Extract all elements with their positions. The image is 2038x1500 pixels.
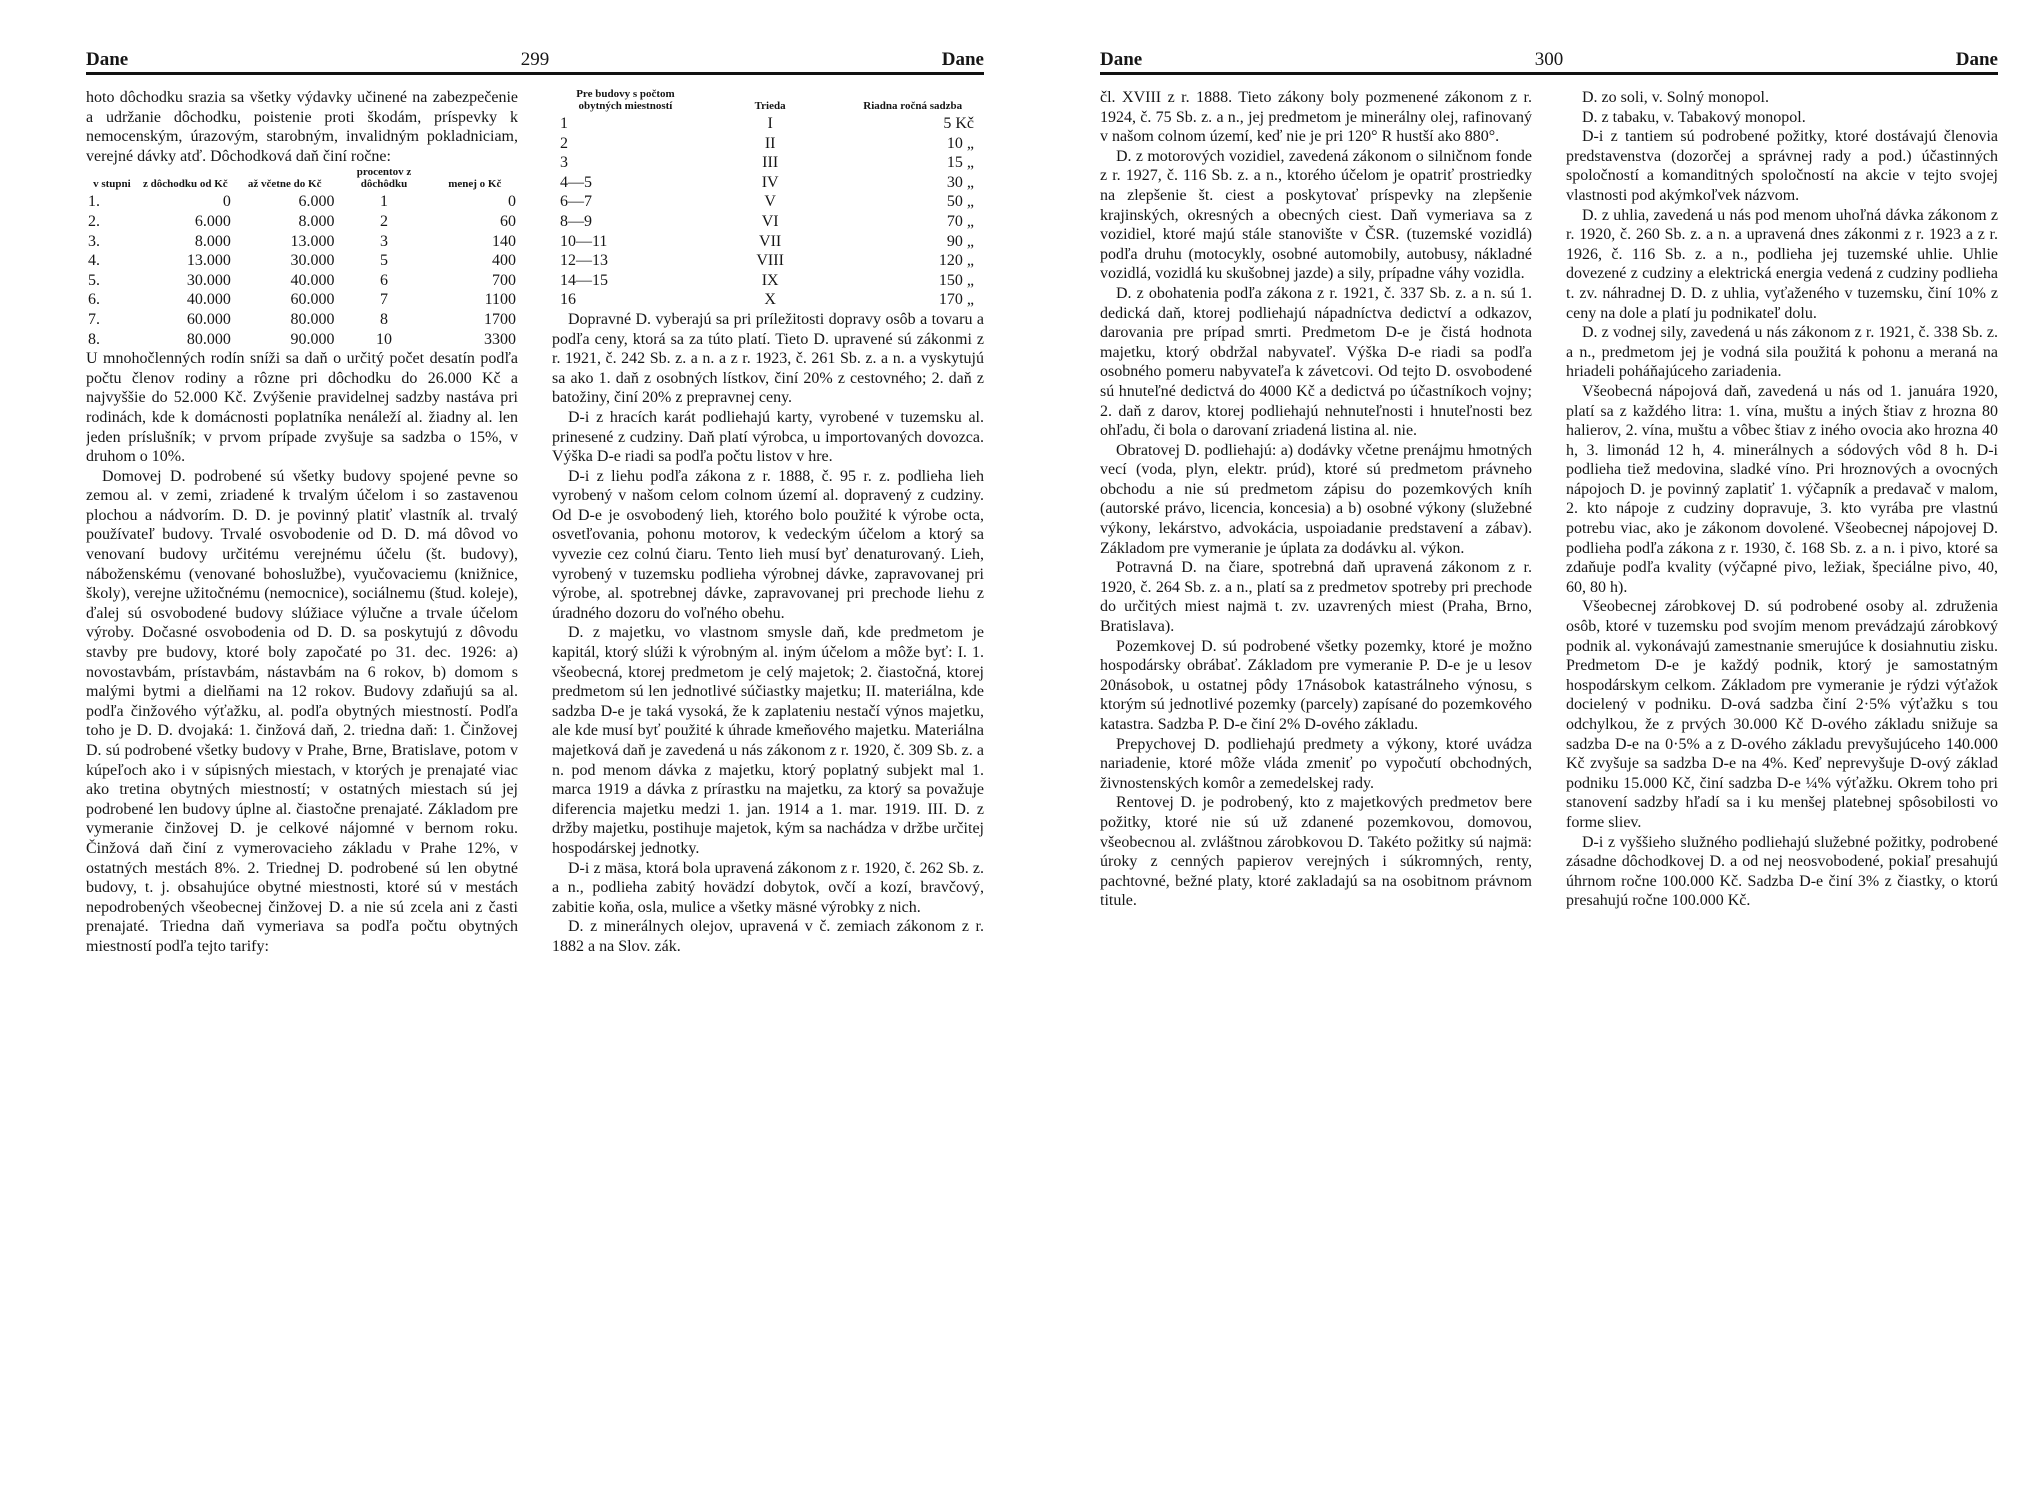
table-cell: 70 „	[946, 212, 974, 230]
table-header-row	[552, 88, 984, 114]
table-cell: 4—5	[560, 173, 592, 191]
left-page-header	[86, 48, 984, 75]
table-row	[552, 212, 984, 232]
table-row	[86, 251, 518, 271]
right-page-column-2	[1566, 88, 1998, 1468]
table-row	[86, 330, 518, 350]
table-cell: X	[764, 291, 776, 309]
table-cell: 30.000	[186, 271, 231, 289]
table-cell: VI	[761, 212, 779, 230]
paragraph: D. z vodnej sily, zavedená u nás zákonom z r. 1921, č. 338 Sb. z. a n., predmetom jej je vodná sila použitá k pohonu a meraná na hriadeli poháňajúceho zariadenia.	[1566, 324, 1998, 381]
table-row	[552, 173, 984, 193]
table-cell: 7.	[88, 310, 100, 328]
running-head-right: Dane	[941, 49, 984, 70]
table-row	[86, 232, 518, 252]
column-header: z dôchodku od Kč	[143, 178, 228, 191]
table-cell: 5	[380, 252, 389, 270]
table-cell: 1	[380, 193, 389, 211]
table-row	[552, 114, 984, 134]
table-row	[86, 212, 518, 232]
paragraph: D. z uhlia, zavedená u nás pod menom uhoľná dávka zákonom z r. 1920, č. 260 Sb. z. a n. a upravená dnes zákonmi z r. 1923 a z r. 1926, č. 116 Sb. z. a n., podlieha jej tuzemské uhlie. Uhlie dovezené z cudziny a elektrická energia vedená z cudziny podlieha t. zv. náhradnej D. D. z uhlia, vyťaženého v tuzemsku, činí 10% z ceny na dole a platí ju podnikateľ dolu.	[1566, 206, 1998, 322]
table-row	[552, 271, 984, 291]
table-cell: 80.000	[186, 330, 231, 348]
paragraph: Obratovej D. podliehajú: a) dodávky včetne prenájmu hmotných vecí (voda, plyn, elektr. prúd), ktoré sú predmetom právneho obchodu a nie sú predmetom zápisu do pozemkových kníh (autorské právo, licencia, koncesia) a b) osobné výkony (služebné výkony, lekárstvo, advokácia, uspoiadanie predstavení a zábav). Základom pre vymeranie je úplata za dodávku al. výkon.	[1100, 441, 1532, 557]
paragraph: D-i z tantiem sú podrobené požitky, ktoré dostávajú členovia predstavenstva (dozorčej a správnej rady a pod.) účastinných spoločností a komanditných spoločností na akcie v tejto svojej vlastnosti pod akýmkoľvek názvom.	[1566, 128, 1998, 204]
paragraph: Pozemkovej D. sú podrobené všetky pozemky, ktoré je možno hospodársky obrábať. Základom pre vymeranie P. D-e je u lesov 20násobok, u ostatnej pôdy 17násobok katastrálneho výnosu, s ktorým sú jednotlivé pozemky (parcely) zapísané do pozemkového katastra. Sadzba P. D-e činí 2% D-ového základu.	[1100, 637, 1532, 733]
column-header: procentov z dôchôdku	[356, 166, 412, 191]
table-row	[86, 271, 518, 291]
table-cell: I	[767, 115, 773, 132]
table-row	[552, 192, 984, 212]
table-cell: 2	[380, 212, 389, 230]
table-cell: 0	[508, 193, 516, 211]
table-cell: 60.000	[186, 310, 231, 328]
table-cell: 700	[492, 271, 516, 289]
table-cell: 4.	[88, 252, 100, 270]
column-header: až včetne do Kč	[247, 178, 322, 191]
running-head-right: Dane	[1955, 49, 1998, 70]
paragraph: Domovej D. podrobené sú všetky budovy spojené pevne so zemou al. v zemi, zriadené k trvalým účelom i so zastavenou plochou a nádvorím. D. D. je povinný platiť vlastník al. trvalý používateľ budovy. Trvalé osvobodenie od D. D. má dôvod vo venovaní budovy určitému verejnému účelu (št. budovy), náboženskému (venované bohoslužbe), vyučovaciemu (knižnice, školy), verejne užitočnému (nemocnice), sociálnemu (štud. koleje), ďalej sú osvobodené budovy slúžiace výlučne a trvale účelom výroby. Dočasné osvobodenia od D. D. sa poskytujú z dôvodu stavby pre budovy, ktoré boly započaté po 31. dec. 1926: a) novostavbám, prístavbám, nástavbám na 6 rokov, b) domom s malými bytmi a dielňami na 12 rokov. Budovy zdaňujú sa al. podľa činžového výťažku, al. podľa obytných miestností. Podľa toho je D. D. dvojaká: 1. činžová daň, 2. triedna daň: 1. Činžovej D. sú podrobené všetky budovy v Prahe, Brne, Bratislave, potom v kúpeľoch ako i v súpisných miestach, v ktorých je prenajaté viac ako tretina obytných miestností; v ostatných miestach sú jej podrobené len budovy úplne al. čiastočne prenajaté. Základom pre vymeranie činžovej D. je celkové nájomné v bernom roku. Činžová daň činí z vymerovacieho základu v Prahe 12%, v ostatných mestách 8%. 2. Triednej D. podrobené sú len obytné budovy, t. j. obsahujúce obytné miestnosti, ktoré sú v mestách nepodrobených všeobecnej činžovej D. a nie sú zcela ani z časti prenajaté. Triedna daň vymeriava sa podľa počtu obytných miestností podľa tejto tarify:	[86, 467, 518, 955]
right-page-column-1	[1100, 88, 1532, 1468]
class-tax-table	[552, 88, 984, 310]
paragraph: D. z minerálnych olejov, upravená v č. zemiach zákonom z r. 1882 a na Slov. zák.	[552, 918, 984, 955]
table-header-row	[86, 166, 518, 192]
table-cell: 6.	[88, 291, 100, 309]
column-header: Riadna ročná sadzba	[863, 100, 963, 112]
table-cell: 1.	[88, 193, 100, 211]
table-cell: 120 „	[938, 252, 974, 270]
table-cell: 16	[560, 291, 576, 309]
paragraph: D-i z mäsa, ktorá bola upravená zákonom z r. 1920, č. 262 Sb. z. a n., podlieha zabitý hovädzí dobytok, ovčí a kozí, bravčový, zabitie koňa, osla, mulice a všetky mäsné výrobky z nich.	[552, 859, 984, 916]
column-header: menej o Kč	[448, 178, 502, 191]
table-cell: 10	[376, 330, 393, 348]
paragraph: Rentovej D. je podrobený, kto z majetkových predmetov bere požitky, ktoré nie sú už zdanené pozemkovou, domovou, všeobecnou al. zvláštnou zárobkovou D. Takéto požitky sú najmä: úroky z cenných papierov verejných i súkromných, renty, pachtovné, bežné platy, ktoré zakladajú sa na osobitnom právnom titule.	[1100, 794, 1532, 910]
paragraph: Všeobecnej zárobkovej D. sú podrobené osoby al. združenia osôb, ktoré v tuzemsku pod svojím menom prevádzajú zárobkový podnik al. vykonávajú zamestnanie smerujúce k dosiahnutiu zisku. Predmetom D-e je každý podnik, ktorý je samostatným hospodárskym celkom. Základom pre vymeranie je rýdzi výťažok docielený v podniku. D-ová sadzba činí 2·5% výťažku s tou odchylkou, že z prvých 30.000 Kč D-ového základu snižuje sa sadzba D-e na 0·5% a z D-ového základu prevyšujúceho 140.000 Kč zvyšuje sa sadzba D-e na 4%. Keď neprevyšuje D-ový základ podniku 15.000 Kč, činí sadzba D-e ¼% výťažku. Okrem toho pri stanovení sadzby hľadí sa i ku menšej platebnej spôsobilosti vo forme sliev.	[1566, 598, 1998, 831]
table-cell: 7	[380, 291, 389, 309]
paragraph: D-i z vyššieho služného podliehajú služebné požitky, podrobené zásadne dôchodkovej D. a od nej neosvobodené, pokiaľ presahujú úhrnom ročne 100.000 Kč. Sadzba D-e činí 3% z čiastky, o ktorú presahujú ročne 100.000 Kč.	[1566, 833, 1998, 910]
table-cell: 30 „	[946, 173, 974, 191]
table-cell: 80.000	[290, 310, 335, 328]
paragraph: Dopravné D. vyberajú sa pri príležitosti dopravy osôb a tovaru a podľa ceny, ktorá sa za túto platí. Tieto D. upravené sú zákonmi z r. 1921, č. 242 Sb. z. a n. a z r. 1923, č. 261 Sb. z. a n. a vyskytujú sa ako 1. daň z osobných lístkov, činí 20% z cestovného; 2. daň z batožiny, činí 20% z prepravnej ceny.	[552, 310, 984, 407]
table-cell: III	[762, 154, 779, 172]
income-tax-table	[86, 166, 518, 349]
table-cell: VII	[759, 232, 782, 250]
paragraph: Prepychovej D. podliehajú predmety a výkony, ktoré uvádza nariadenie, ktoré môže vláda zmeniť po vypočutí obchodných, živnostenských komôr a zemedelskej rady.	[1100, 735, 1532, 792]
table-cell: 40.000	[290, 271, 335, 289]
paragraph: D. z obohatenia podľa zákona z r. 1921, č. 337 Sb. z. a n. sú 1. dedická daň, ktorej podliehajú nápadníctva dedictví a odkazov, darovania pre prípad smrti. Predmetom D-e je čistá hodnota majetku, ktorý obdržal nabyvateľ. Výška D-e riadi sa podľa osobného pomeru nabyvateľa k závetcovi. Od tejto D. osvobodené sú hnuteľné dedictvá do 4000 Kč a dedictvá po účastníkoch vojny; 2. daň z darov, ktorej podliehajú nehnuteľnosti i hnuteľnosti bez ohľadu, či bola o darovaní zriadená listina al. nie.	[1100, 284, 1532, 440]
table-cell: 5 Kč	[943, 115, 974, 132]
table-cell: 60.000	[290, 291, 335, 309]
table-row	[552, 134, 984, 154]
table-cell: 1100	[484, 291, 516, 309]
table-cell: 13.000	[186, 252, 231, 270]
column-header: v stupni	[93, 178, 131, 191]
paragraph: D-i z liehu podľa zákona z r. 1888, č. 95 r. z. podlieha lieh vyrobený v našom celom colnom území al. dopravený z cudziny. Od D-e je osvobodený lieh, ktorého bolo použité k výrobe octa, osvetľovania, pohonu motorov, k vedeckým účelom a ktorý sa vyvezie cez colnú čiaru. Tento lieh musí byť denaturovaný. Lieh, vyrobený v tuzemsku podlieha výrobnej dávke, zapravovanej pri výrobe, al. spotrebnej dávke, zapravovanej pri prechode liehu z úradného dozoru do voľného obehu.	[552, 467, 984, 622]
running-head-left: Dane	[86, 49, 129, 70]
table-row	[552, 290, 984, 310]
left-page-column-1	[86, 88, 518, 1468]
table-cell: 90 „	[946, 232, 974, 250]
column-header: Pre budovy s počtom obytných miestností	[576, 88, 675, 112]
paragraph: čl. XVIII z r. 1888. Tieto zákony boly pozmenené zákonom z r. 1924, č. 75 Sb. z. a n., jej predmetom je minerálny olej, rafinovaný v našom colnom území, keď nie je pri 120° R hustší ako 880°.	[1100, 89, 1532, 146]
right-page	[1100, 48, 1998, 1468]
table-cell: 2	[560, 134, 568, 152]
table-row	[552, 153, 984, 173]
running-head-left: Dane	[1100, 49, 1143, 70]
table-cell: 3	[380, 232, 389, 250]
paragraph: hoto dôchodku srazia sa všetky výdavky učinené na zabezpečenie a udržanie dôchodku, poistenie proti škodám, príspevky k nemocenským, úrazovým, starobným, invalidným pokladniciam, verejné dávky atď. Dôchodková daň činí ročne:	[86, 89, 518, 165]
table-row	[86, 310, 518, 330]
table-cell: 5.	[88, 271, 100, 289]
table-cell: 0	[222, 193, 231, 211]
table-cell: 14—15	[560, 271, 608, 289]
table-cell: IV	[761, 173, 779, 191]
page-number: 299	[520, 49, 550, 70]
table-cell: 8.000	[298, 212, 335, 230]
paragraph: D. z majetku, vo vlastnom smysle daň, kde predmetom je kapitál, ktorý slúži k výrobným al. iným účelom a môže byť: I. 1. všeobecná, ktorej predmetom je celý majetok; 2. čiastočná, ktorej predmetom sú len jednotlivé súčiastky majetku; II. materiálna, kde sadzba D-e je taká vysoká, že k zaplateniu nestačí výnos majetku, ale kde musí byť použité k úhrade kmeňového majetku. Materiálna majetková daň je zavedená u nás zákonom z r. 1920, č. 309 Sb. z. a n. pod menom dávka z majetku, ktorý poplatný subjekt mal 1. marca 1919 a dávka z prírastku na majetku, za ktorý sa považuje diferencia majetku medzi 1. jan. 1914 a 1. mar. 1919. III. D. z držby majetku, postihuje majetok, kým sa nachádza v držbe určitej hospodárskej jednotky.	[552, 624, 984, 857]
table-cell: 6.000	[298, 193, 335, 211]
table-cell: 6	[380, 271, 389, 289]
table-cell: 3.	[88, 232, 100, 250]
table-cell: 1	[560, 115, 568, 132]
table-cell: 15 „	[946, 154, 974, 172]
table-cell: II	[764, 134, 776, 152]
table-cell: 8—9	[560, 212, 592, 230]
left-page-column-2	[552, 88, 984, 1468]
table-cell: 6—7	[560, 193, 592, 211]
table-cell: 60	[500, 212, 516, 230]
table-cell: 13.000	[290, 232, 335, 250]
table-cell: 3	[560, 154, 568, 172]
table-row	[86, 290, 518, 310]
table-cell: VIII	[756, 252, 784, 270]
table-cell: 140	[492, 232, 516, 250]
table-cell: 2.	[88, 212, 100, 230]
paragraph: D. z tabaku, v. Tabakový monopol.	[1582, 108, 1806, 126]
table-cell: 12—13	[560, 252, 608, 270]
paragraph: Potravná D. na čiare, spotrebná daň upravená zákonom z r. 1920, č. 264 Sb. z. a n., platí sa z predmetov spotreby pri prechode do určitých miest najmä t. zv. uzavrených miest (Praha, Brno, Bratislava).	[1100, 559, 1532, 636]
paragraph: D. z motorových vozidiel, zavedená zákonom o silničnom fonde z r. 1927, č. 116 Sb. z. a n., ktorého účelom je opatriť prostriedky na zlepšenie št. ciest a poskytovať príspevky na zlepšenie krajinských, okresných a obecných ciest. Daň vymeriava sa z vozidiel, ktoré majú stále stanovište v ČSR. (tuzemské vozidlá) podľa druhu (motocykly, osobné automobily, autobusy, nákladné vozidlá, vozidlá ku skušobnej jazde) a sily, prípadne váhy vozidla.	[1100, 147, 1532, 283]
table-cell: 3300	[484, 330, 516, 348]
table-cell: 150 „	[938, 271, 974, 289]
table-cell: 90.000	[290, 330, 335, 348]
table-cell: 10—11	[560, 232, 608, 250]
table-cell: IX	[761, 271, 779, 289]
paragraph: Všeobecná nápojová daň, zavedená u nás od 1. januára 1920, platí sa z každého litra: 1. vína, muštu a iných štiav z hrozna 80 halierov, 2. vína, muštu a vôbec štiav z iného ovocia ako hrozna 40 h, 3. limonád 12 h, 4. minerálnych a sódových vôd 8 h. D-i podlieha tiež medovina, sladké víno. Pri hroznových a ovocných nápojoch D. je povinný zaplatiť 1. výčapník a predavač v malom, 2. kto nápoje z cudziny dopravuje, 3. kto vyrába pre vlastnú potrebu viac, ako je zákonom dovolené. Všeobecnej nápojovej D. podlieha podľa zákona z r. 1930, č. 168 Sb. z. a n. i pivo, ktoré sa zdaňuje podľa kvality (výčapné pivo, ležiak, špeciálne pivo, 40, 60, 80 h).	[1566, 382, 1998, 596]
right-page-header	[1100, 48, 1998, 75]
table-cell: 170 „	[938, 291, 974, 309]
table-cell: 400	[492, 252, 516, 270]
table-cell: 50 „	[946, 193, 974, 211]
table-row	[552, 232, 984, 252]
table-cell: 8	[380, 310, 389, 328]
table-cell: 40.000	[186, 291, 231, 309]
paragraph: U mnohočlenných rodín sníži sa daň o určitý počet desatín podľa počtu členov rodiny a rôzne pri dôchodku do 26.000 Kč a najvyššie do 52.000 Kč. Zvýšenie pravidelnej sadzby nastáva pri rodinách, kde k domácnosti poplatníka nenáleží al. žiadny al. len jeden príslušník; v prvom prípade zvyšuje sa sadzba o 15%, v druhom o 10%.	[86, 350, 518, 466]
table-cell: 8.	[88, 330, 100, 348]
table-cell: 6.000	[194, 212, 231, 230]
column-header: Trieda	[754, 100, 786, 112]
right-page-columns	[1100, 88, 1998, 1468]
table-cell: 1700	[484, 310, 516, 328]
left-page	[86, 48, 984, 1468]
table-cell: 8.000	[194, 232, 231, 250]
page-number: 300	[1534, 49, 1564, 70]
table-cell: 10 „	[946, 134, 974, 152]
table-cell: 30.000	[290, 252, 335, 270]
table-cell: V	[764, 193, 776, 211]
paragraph: D-i z hracích karát podliehajú karty, vyrobené v tuzemsku al. prinesené z cudziny. Daň platí výrobca, u importovaných dovozca. Výška D-e riadi sa podľa počtu listov v hre.	[552, 408, 984, 466]
table-row	[552, 251, 984, 271]
paragraph: D. zo soli, v. Solný monopol.	[1582, 89, 1769, 106]
left-page-columns	[86, 88, 984, 1468]
table-row	[86, 192, 518, 212]
